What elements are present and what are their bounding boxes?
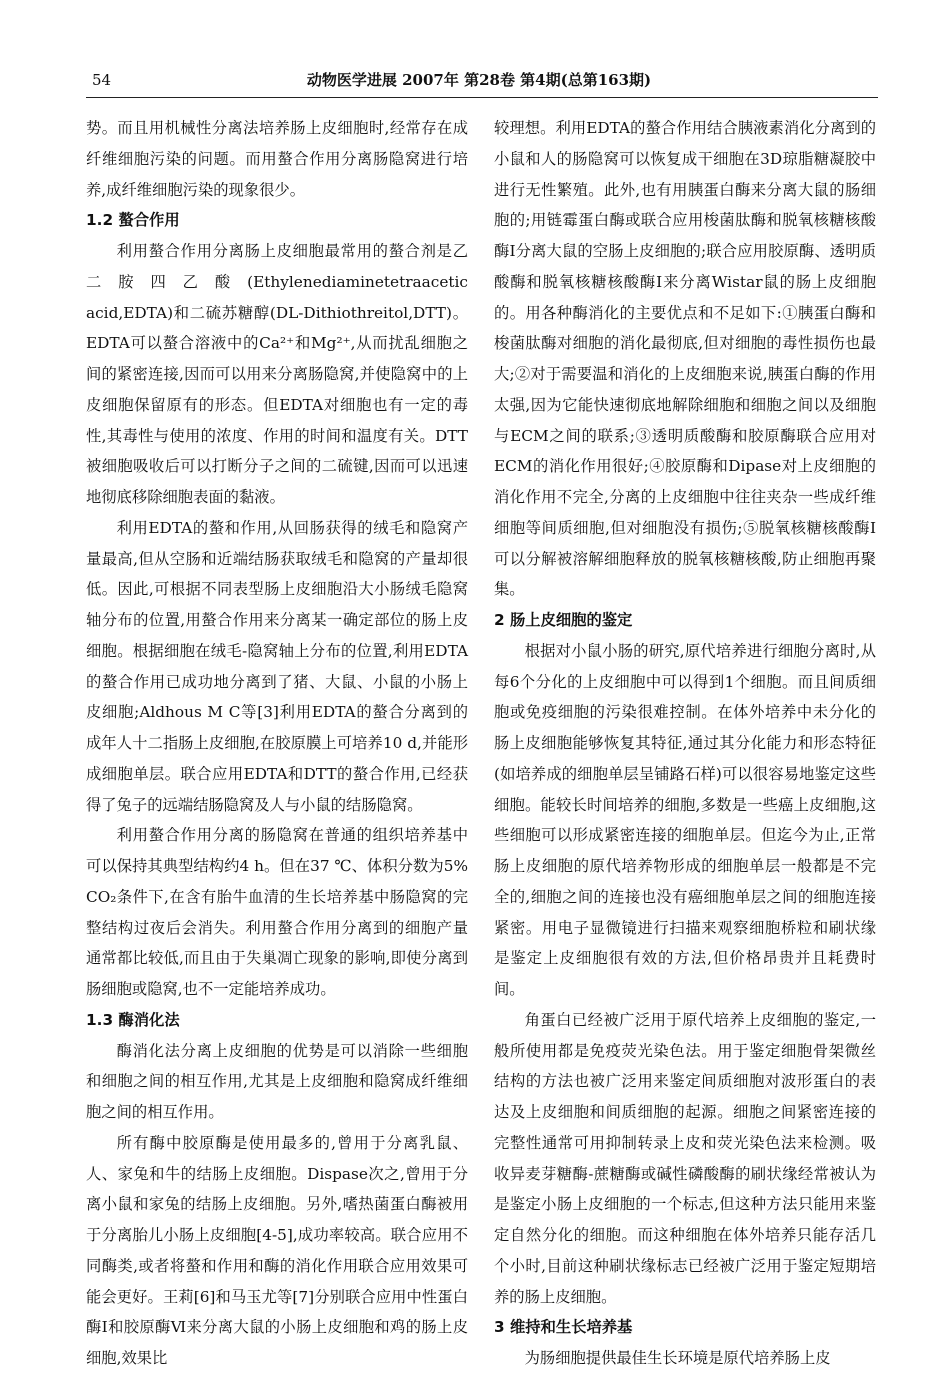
page-number: 54 [92,71,112,89]
section-heading-2: 2 肠上皮细胞的鉴定 [494,611,633,629]
paragraph: 利用螯合作用分离的肠隐窝在普通的组织培养基中可以保持其典型结构约4 h。但在37 ℃、体积分数为5% CO₂条件下,在含有胎牛血清的生长培养基中肠隐窝的完整结构过夜后会消失。利用螯合作用分离到的细胞产量通常都比较低,而且由于失巢凋亡现象的影响,即使分离到肠细胞或隐窝,也不一定能培养成功。 [86,826,468,998]
left-column [86,113,468,1374]
section-heading-3: 3 维持和生长培养基 [494,1318,633,1337]
right-column [494,113,876,1374]
paragraph-continued: 较理想。利用EDTA的螯合作用结合胰液素消化分离到的小鼠和人的肠隐窝可以恢复成干细胞在3D琼脂糖凝胶中进行无性繁殖。此外,也有用胰蛋白酶来分离大鼠的肠细胞的;用链霉蛋白酶或联合应用梭菌肽酶和脱氧核糖核酸酶Ⅰ分离大鼠的空肠上皮细胞的;联合应用胶原酶、透明质酸酶和脱氧核糖核酸酶Ⅰ来分离Wistar鼠的肠上皮细胞的。用各种酶消化的主要优点和不足如下:①胰蛋白酶和梭菌肽酶对细胞的消化最彻底,但对细胞的毒性损伤也最大;②对于需要温和消化的上皮细胞来说,胰蛋白酶的作用太强,因为它能快速彻底地解除细胞和细胞之间以及细胞与ECM之间的联系;③透明质酸酶和胶原酶联合应用对ECM的消化作用很好;④胶原酶和Dipase对上皮细胞的消化作用不完全,分离的上皮细胞中往往夹杂一些成纤维细胞等间质细胞,但对细胞没有损伤;⑤脱氧核糖核酸酶Ⅰ可以分解被溶解细胞释放的脱氧核糖核酸,防止细胞再聚集。 [494,119,876,599]
journal-running-head: 动物医学进展 2007年 第28卷 第4期(总第163期) [306,71,652,89]
paragraph: 为肠细胞提供最佳生长环境是原代培养肠上皮 [524,1349,831,1367]
page-header [86,66,872,96]
paragraph: 酶消化法分离上皮细胞的优势是可以消除一些细胞和细胞之间的相互作用,尤其是上皮细胞和隐窝成纤维细胞之间的相互作用。 [86,1041,468,1121]
section-heading-1-2: 1.2 螯合作用 [86,211,180,230]
paragraph: 利用螯合作用分离肠上皮细胞最常用的螯合剂是乙二胺四乙酸(Ethylenediaminetetraacetic acid,EDTA)和二硫苏糖醇(DL-Dithiothreitol,DTT)。EDTA可以螯合溶液中的Ca²⁺和Mg²⁺,从而扰乱细胞之间的紧密连接,因而可以用来分离肠隐窝,并使隐窝中的上皮细胞保留原有的形态。但EDTA对细胞也有一定的毒性,其毒性与使用的浓度、作用的时间和温度有关。DTT被细胞吸收后可以打断分子之间的二硫键,因而可以迅速地彻底移除细胞表面的黏液。 [86,242,468,506]
paragraph: 角蛋白已经被广泛用于原代培养上皮细胞的鉴定,一般所使用都是免疫荧光染色法。用于鉴定细胞骨架微丝结构的方法也被广泛用来鉴定间质细胞对波形蛋白的表达及上皮细胞和间质细胞的起源。细胞之间紧密连接的完整性通常可用抑制转录上皮和荧光染色法来检测。吸收异麦芽糖酶-蔗糖酶或碱性磷酸酶的刷状缘经常被认为是鉴定小肠上皮细胞的一个标志,但这种方法只能用来鉴定自然分化的细胞。而这种细胞在体外培养只能存活几个小时,目前这种刷状缘标志已经被广泛用于鉴定短期培养的肠上皮细胞。 [494,1010,876,1306]
paragraph: 根据对小鼠小肠的研究,原代培养进行细胞分离时,从每6个分化的上皮细胞中可以得到1个细胞。而且间质细胞或免疫细胞的污染很难控制。在体外培养中未分化的肠上皮细胞能够恢复其特征,通过其分化能力和形态特征(如培养成的细胞单层呈铺路石样)可以很容易地鉴定这些细胞。能较长时间培养的细胞,多数是一些癌上皮细胞,这些细胞可以形成紧密连接的细胞单层。但迄今为止,正常肠上皮细胞的原代培养物形成的细胞单层一般都是不完全的,细胞之间的连接也没有癌细胞单层之间的细胞连接紧密。用电子显微镜进行扫描来观察细胞桥粒和刷状缘是鉴定上皮细胞很有效的方法,但价格昂贵并且耗费时间。 [494,641,876,998]
paragraph: 利用EDTA的螯和作用,从回肠获得的绒毛和隐窝产量最高,但从空肠和近端结肠获取绒毛和隐窝的产量却很低。因此,可根据不同表型肠上皮细胞沿大小肠绒毛隐窝轴分布的位置,用螯合作用来分离某一确定部位的肠上皮细胞。根据细胞在绒毛-隐窝轴上分布的位置,利用EDTA的螯合作用已成功地分离到了猪、大鼠、小鼠的小肠上皮细胞;Aldhous M C等[3]利用EDTA的螯合分离到的成年人十二指肠上皮细胞,在胶原膜上可培养10 d,并能形成细胞单层。联合应用EDTA和DTT的螯合作用,已经获得了兔子的远端结肠隐窝及人与小鼠的结肠隐窝。 [86,518,468,814]
paragraph-continued: 势。而且用机械性分离法培养肠上皮细胞时,经常存在成纤维细胞污染的问题。而用螯合作用分离肠隐窝进行培养,成纤维细胞污染的现象很少。 [86,119,468,199]
section-heading-1-3: 1.3 酶消化法 [86,1010,180,1029]
paragraph: 所有酶中胶原酶是使用最多的,曾用于分离乳鼠、人、家兔和牛的结肠上皮细胞。Dispase次之,曾用于分离小鼠和家兔的结肠上皮细胞。另外,嗜热菌蛋白酶被用于分离胎儿小肠上皮细胞[4-5],成功率较高。联合应用不同酶类,或者将螯和作用和酶的消化作用联合应用效果可能会更好。王莉[6]和马玉尤等[7]分别联合应用中性蛋白酶Ⅰ和胶原酶Ⅵ来分离大鼠的小肠上皮细胞和鸡的肠上皮细胞,效果比 [86,1133,468,1367]
header-rule [86,97,878,98]
